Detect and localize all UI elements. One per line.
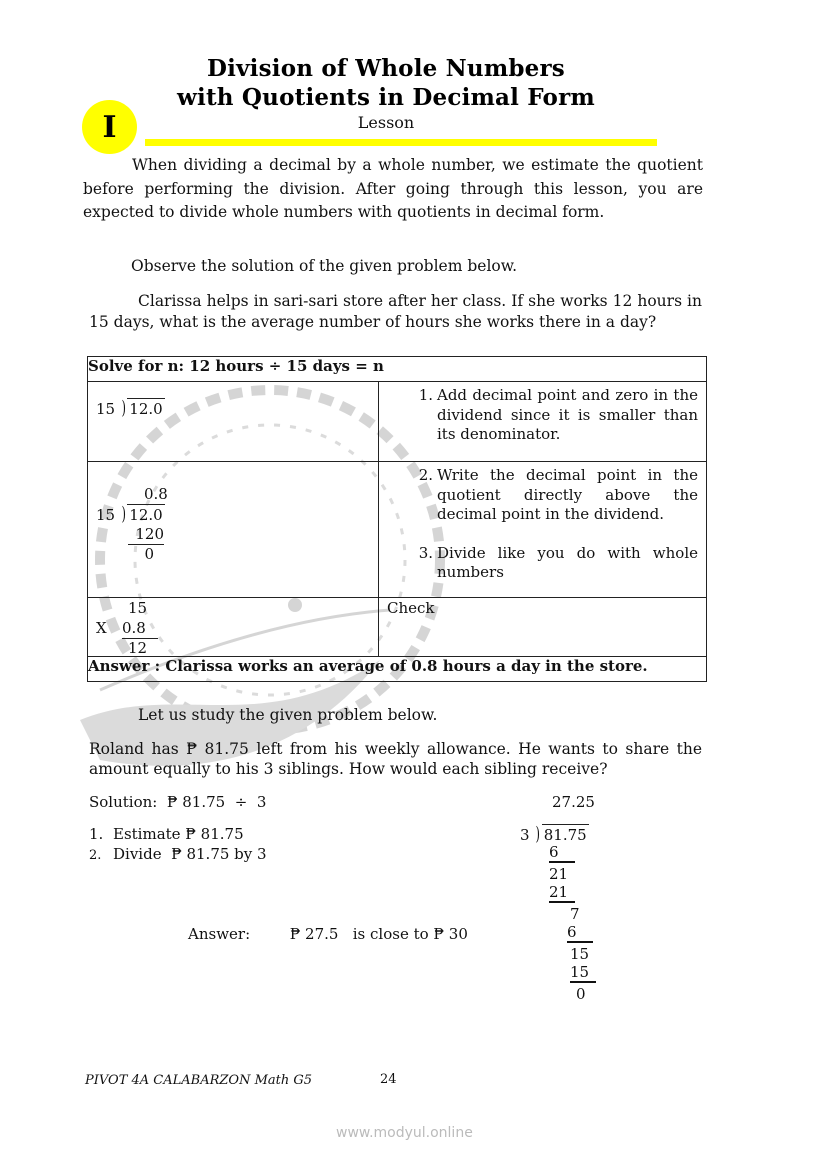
ld-line: 21	[549, 884, 575, 903]
section-badge-letter: I	[102, 109, 117, 145]
website-url: www.modyul.online	[336, 1125, 473, 1141]
division-bracket: )	[121, 397, 126, 419]
step-text: Divide ₱ 81.75 by 3	[113, 845, 267, 863]
table-row-1-work	[88, 382, 379, 462]
answer-value: ₱ 27.5 is close to ₱ 30	[289, 925, 468, 943]
divisor: 15	[96, 506, 116, 524]
solution-label: Solution:	[89, 793, 158, 811]
ld-line: 7	[570, 905, 580, 923]
intro-paragraph: When dividing a decimal by a whole number, we estimate the quotient before performing the division. After going through this lesson, you are expected to divide whole numbers with quotients in decimal form.	[83, 156, 703, 221]
product: 120	[128, 524, 164, 545]
dividend: 12.0	[129, 506, 163, 524]
table-header-text: Solve for n: 12 hours ÷ 15 days = n	[88, 357, 384, 375]
problem2-step-2	[89, 844, 267, 866]
division-bracket: )	[535, 823, 541, 845]
multiplicand: 15	[128, 599, 148, 617]
footer-source: PIVOT 4A CALABARZON Math G5	[85, 1073, 313, 1088]
step-item	[409, 466, 698, 525]
problem1-text: Clarissa helps in sari-sari store after her class. If she works 12 hours in 15 days, what is the average number of hours she works there in a day?	[89, 292, 702, 331]
step-text: Write the decimal point in the quotient directly above the decimal point in the dividend.	[437, 466, 698, 523]
table-header	[88, 357, 707, 382]
ld-line: 21	[549, 865, 569, 883]
ld-dividend: 81.75	[543, 826, 587, 844]
table-row-3-work	[88, 598, 379, 657]
ld-line: 0	[576, 985, 586, 1003]
solution-table	[87, 356, 707, 682]
ld-quotient: 27.25	[552, 793, 595, 811]
division-bracket: )	[121, 503, 126, 525]
multiplier: 0.8	[122, 618, 158, 639]
step-text: Add decimal point and zero in the dividend since it is smaller than its denominator.	[437, 386, 698, 443]
ld-divisor: 3	[520, 826, 530, 844]
observe-text: Observe the solution of the given problem below.	[131, 257, 518, 275]
step-number: 1.	[89, 825, 104, 843]
divisor: 15	[96, 400, 116, 418]
table-answer-row	[88, 657, 707, 682]
table-row-3-label	[379, 598, 707, 657]
product-result: 12	[128, 639, 148, 657]
problem2-answer	[188, 924, 468, 944]
check-label: Check	[387, 599, 435, 617]
quotient: 0.8	[144, 485, 168, 503]
dividend: 12.0	[129, 400, 163, 418]
lesson-title-line-2: with Quotients in Decimal Form	[177, 84, 595, 111]
table-row-1-step	[379, 382, 707, 462]
solution-line	[89, 792, 266, 812]
answer-text: Answer : Clarissa works an average of 0.8 hours a day in the store.	[88, 657, 648, 675]
long-division	[500, 790, 630, 1010]
step-text: Estimate ₱ 81.75	[113, 825, 244, 843]
answer-label: Answer:	[188, 925, 251, 943]
problem2-step-1	[89, 824, 244, 844]
problem2-intro: Let us study the given problem below.	[138, 706, 438, 724]
lesson-subtitle: Lesson	[357, 113, 415, 132]
solution-expression: ₱ 81.75 ÷ 3	[166, 793, 267, 811]
section-badge	[82, 100, 137, 154]
step-text: Divide like you do with whole numbers	[437, 543, 698, 581]
ld-line: 6	[549, 844, 575, 863]
lesson-title-line-1: Division of Whole Numbers	[207, 55, 565, 82]
page-number: 24	[380, 1072, 397, 1087]
problem2-text: Roland has ₱ 81.75 left from his weekly allowance. He wants to share the amount equally to his 3 siblings. How would each sibling receive?	[89, 740, 702, 778]
multiply-operator: X	[96, 619, 107, 637]
accent-underline	[145, 139, 657, 146]
step-item	[409, 544, 698, 583]
table-row-2-steps	[379, 462, 707, 598]
ld-line: 15	[570, 945, 590, 963]
step-number: 2.	[89, 848, 102, 863]
table-row-2-work	[88, 462, 379, 598]
remainder: 0	[144, 545, 154, 563]
step-number: 3.	[418, 543, 433, 562]
step-number: 1.	[418, 386, 433, 404]
step-item	[409, 386, 698, 445]
ld-line: 15	[570, 964, 596, 983]
step-number: 2.	[418, 466, 433, 484]
ld-line: 6	[567, 924, 593, 943]
